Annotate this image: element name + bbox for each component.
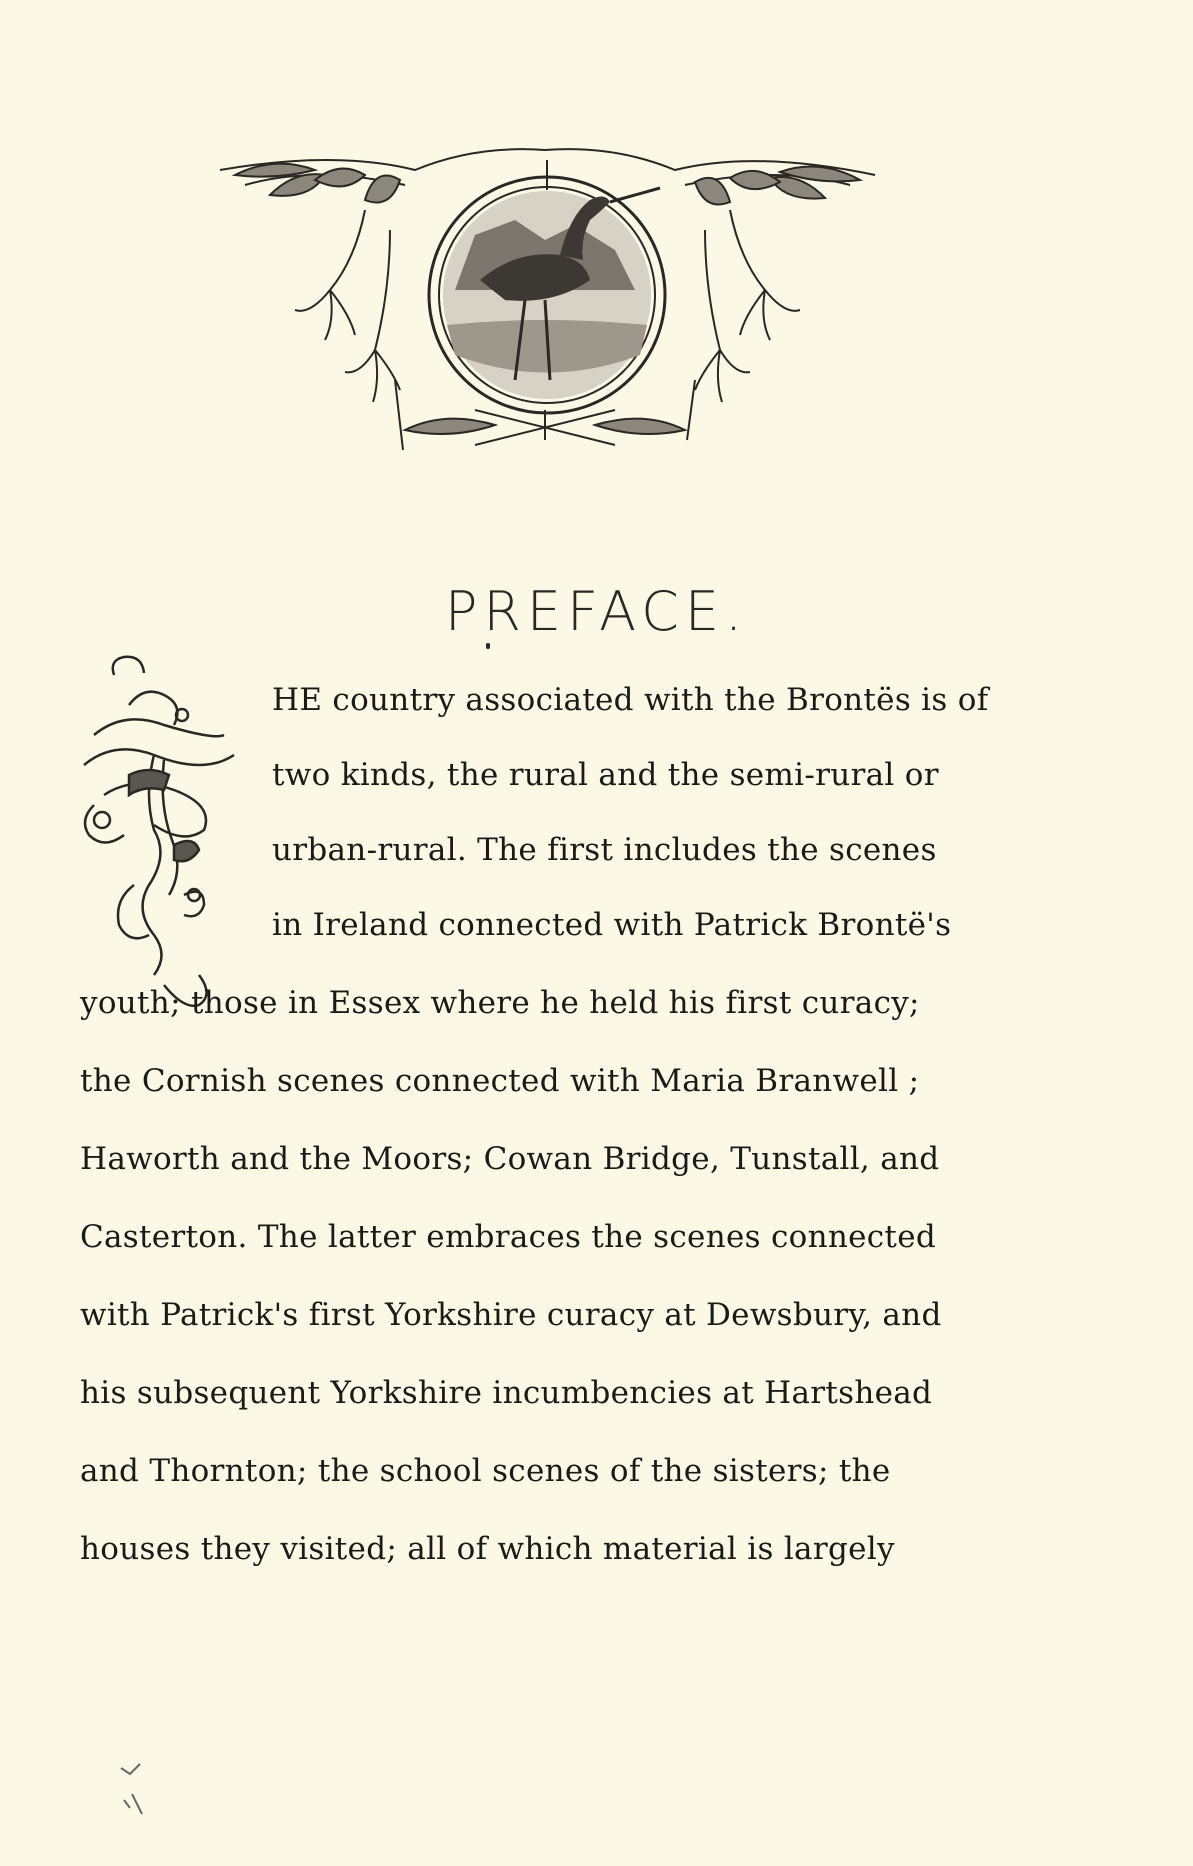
paragraph-line: in Ireland connected with Patrick Brontë's [272,907,952,943]
paragraph-line: urban-rural. The first includes the scenes [272,832,937,868]
paragraph-line: HE country associated with the Brontës is of [272,682,989,718]
paragraph-line: with Patrick's first Yorkshire curacy at Dewsbury, and [80,1297,942,1333]
paragraph-line: Haworth and the Moors; Cowan Bridge, Tunstall, and [80,1141,940,1177]
paragraph-line: youth; those in Essex where he held his first curacy; [80,985,920,1021]
pencil-mark [116,1760,166,1820]
paragraph-line: and Thornton; the school scenes of the sisters; the [80,1453,891,1489]
paragraph-line: two kinds, the rural and the semi-rural or [272,757,939,793]
page-title: PREFACE. [444,580,749,643]
paragraph-line: the Cornish scenes connected with Maria Branwell ; [80,1063,920,1099]
headpiece-bird-vignette [215,140,880,450]
paragraph-line: Casterton. The latter embraces the scenes connected [80,1219,936,1255]
stray-ink-mark [486,643,490,649]
paragraph-line: houses they visited; all of which material is largely [80,1531,895,1567]
paragraph-line: his subsequent Yorkshire incumbencies at Hartshead [80,1375,933,1411]
